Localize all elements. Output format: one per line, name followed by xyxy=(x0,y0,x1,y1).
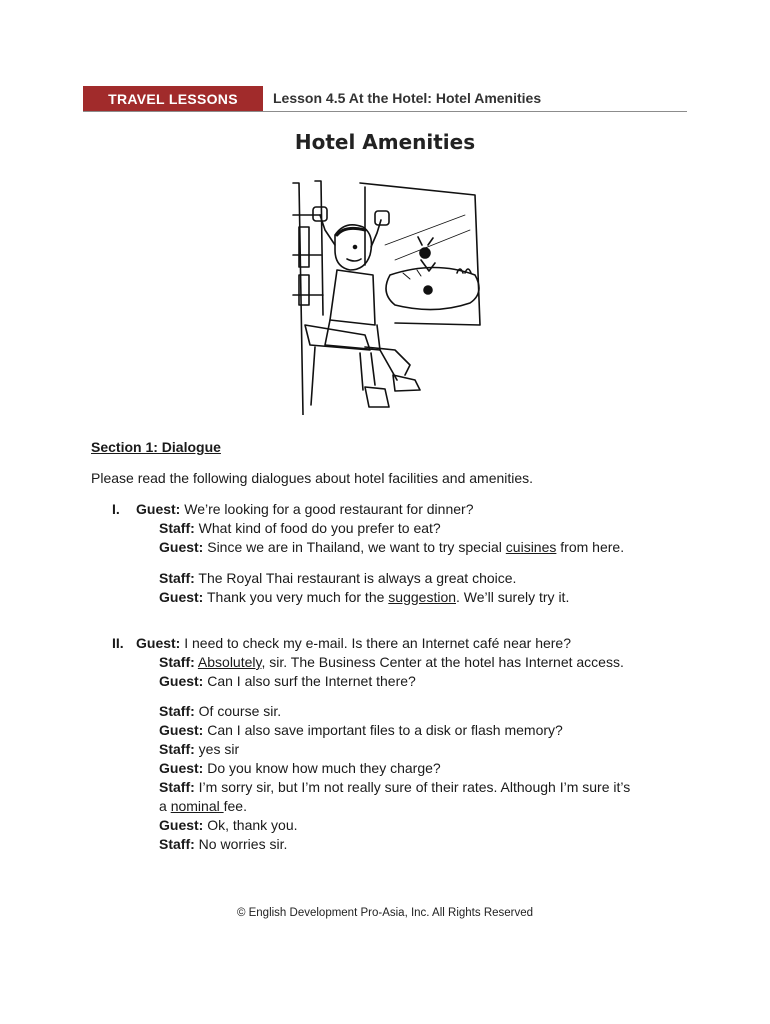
line-text: Do you know how much they charge? xyxy=(203,760,441,776)
line-text: Ok, thank you. xyxy=(203,817,298,833)
line-text: fee. xyxy=(223,798,247,814)
section-intro: Please read the following dialogues about hotel facilities and amenities. xyxy=(91,470,534,486)
page-title: Hotel Amenities xyxy=(294,130,476,154)
guest-lifting-weights-illustration xyxy=(285,175,490,415)
speaker-label: Staff: xyxy=(159,779,195,795)
line-text: Thank you very much for the xyxy=(203,589,389,605)
speaker-label: Guest: xyxy=(136,635,181,651)
speaker-label: Staff: xyxy=(159,703,195,719)
dialogue-line xyxy=(159,721,563,739)
line-text: , sir. The Business Center at the hotel has Internet access. xyxy=(261,654,624,670)
lesson-header xyxy=(83,86,687,112)
lesson-title: Lesson 4.5 At the Hotel: Hotel Amenities xyxy=(273,90,542,106)
speaker-label: Guest: xyxy=(159,722,204,738)
speaker-label: Guest: xyxy=(159,539,204,555)
dialogue-line xyxy=(159,672,416,690)
dialogue-line xyxy=(159,759,441,777)
dialogue-line xyxy=(136,500,473,518)
header-divider xyxy=(83,111,687,112)
speaker-label: Guest: xyxy=(159,673,204,689)
line-text: No worries sir. xyxy=(194,836,288,852)
dialogue-line xyxy=(159,569,516,587)
speaker-label: Guest: xyxy=(159,760,204,776)
line-text: Can I also surf the Internet there? xyxy=(203,673,416,689)
copyright-footer: © English Development Pro-Asia, Inc. All Rights Reserved xyxy=(236,907,534,919)
line-text: What kind of food do you prefer to eat? xyxy=(194,520,441,536)
line-text: a xyxy=(159,798,171,814)
dialogue-line xyxy=(159,835,287,853)
category-tag: TRAVEL LESSONS xyxy=(83,86,263,112)
dialogue-line xyxy=(159,588,569,606)
dialogue-line xyxy=(159,797,247,815)
dialogue-line xyxy=(159,816,298,834)
speaker-label: Guest: xyxy=(159,817,204,833)
line-text: Since we are in Thailand, we want to try special xyxy=(203,539,506,555)
vocabulary-word: Absolutely xyxy=(197,654,262,670)
dialogue-line xyxy=(136,634,571,652)
speaker-label: Staff: xyxy=(159,741,195,757)
line-text: . We’ll surely try it. xyxy=(456,589,570,605)
line-text: We’re looking for a good restaurant for dinner? xyxy=(180,501,474,517)
line-text: from here. xyxy=(556,539,625,555)
vocabulary-word: nominal xyxy=(170,798,224,814)
line-text: Can I also save important files to a disk or flash memory? xyxy=(203,722,563,738)
vocabulary-word: suggestion xyxy=(388,589,457,605)
section-heading: Section 1: Dialogue xyxy=(91,439,221,455)
dialogue-line xyxy=(159,778,630,796)
line-text: I’m sorry sir, but I’m not really sure of their rates. Although I’m sure it’s xyxy=(194,779,631,795)
dialogue-line xyxy=(159,653,624,671)
speaker-label: Staff: xyxy=(159,836,195,852)
dialogue-line xyxy=(159,538,624,556)
speaker-label: Guest: xyxy=(159,589,204,605)
speaker-label: Guest: xyxy=(136,501,181,517)
speaker-label: Staff: xyxy=(159,654,195,670)
line-text: Of course sir. xyxy=(194,703,282,719)
speaker-label: Staff: xyxy=(159,570,195,586)
dialogue-line xyxy=(159,702,281,720)
dialogue-line xyxy=(159,519,441,537)
dialogue-numeral: II. xyxy=(112,635,124,651)
line-text: yes sir xyxy=(194,741,240,757)
speaker-label: Staff: xyxy=(159,520,195,536)
vocabulary-word: cuisines xyxy=(505,539,557,555)
line-text: I need to check my e-mail. Is there an Internet café near here? xyxy=(180,635,571,651)
dialogue-numeral: I. xyxy=(112,501,120,517)
line-text: The Royal Thai restaurant is always a great choice. xyxy=(194,570,517,586)
dialogue-line xyxy=(159,740,239,758)
